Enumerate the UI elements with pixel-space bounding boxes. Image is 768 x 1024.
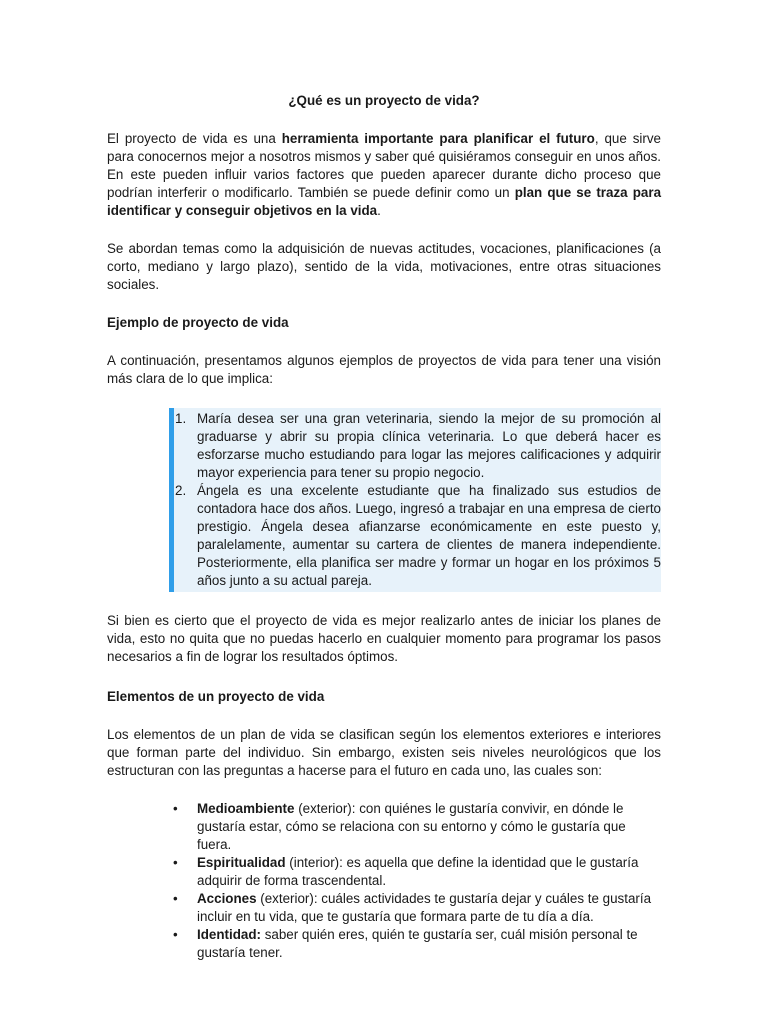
themes-paragraph: Se abordan temas como la adquisición de nuevas actitudes, vocaciones, planificaciones (a corto, mediano y largo plazo), sentido de la vida, motivaciones, entre otras situaciones sociales. — [107, 241, 661, 292]
examples-highlight-block — [169, 408, 661, 592]
bullet-dot: • — [173, 801, 178, 816]
element-item-acciones — [107, 890, 661, 926]
examples-list — [169, 410, 661, 590]
element-term: Identidad: — [197, 927, 261, 942]
example-intro-paragraph: A continuación, presentamos algunos ejemplos de proyectos de vida para tener una visión más clara de lo que implica: — [107, 353, 661, 386]
list-number: 2. — [175, 483, 187, 498]
element-item-medioambiente — [107, 800, 661, 854]
example-item-2 — [169, 482, 661, 590]
example-text: Ángela es una excelente estudiante que ha finalizado sus estudios de contadora hace dos años. Luego, ingresó a trabajar en una empresa de cierto prestigio. Ángela desea afianzarse económicamente en este puesto y, paralelamente, aumentar su cartera de clientes de manera independiente. Posteriormente, ella planifica ser madre y formar un hogar en los próximos 5 años junto a su actual pareja. — [197, 483, 661, 588]
example-heading: Ejemplo de proyecto de vida — [107, 315, 289, 330]
bullet-dot: • — [173, 855, 178, 870]
intro-paragraph — [107, 130, 661, 220]
intro-text-3: . — [377, 203, 381, 218]
element-item-espiritualidad — [107, 854, 661, 890]
element-text: (exterior): cuáles actividades te gustaría dejar y cuáles te gustaría incluir en tu vida, que te gustaría que formara parte de tu día a día. — [197, 891, 652, 924]
page-title: ¿Qué es un proyecto de vida? — [288, 93, 480, 108]
element-text: (exterior): con quiénes le gustaría convivir, en dónde le gustaría estar, cómo se relaciona con su entorno y cómo le gustaría que fuera. — [197, 801, 626, 852]
bullet-dot: • — [173, 927, 178, 942]
intro-bold-2: plan que se traza para identificar y conseguir objetivos en la vida — [107, 185, 662, 218]
element-text: (interior): es aquella que define la identidad que le gustaría adquirir de forma trascendental. — [197, 855, 639, 888]
example-item-1 — [169, 410, 661, 482]
closing-paragraph: Si bien es cierto que el proyecto de vida es mejor realizarlo antes de iniciar los planes de vida, esto no quita que no puedas hacerlo en cualquier momento para programar los pasos necesarios a fin de lograr los resultados óptimos. — [107, 613, 661, 664]
bullet-dot: • — [173, 891, 178, 906]
intro-bold-1: herramienta importante para planificar el futuro — [281, 131, 595, 146]
element-item-identidad — [107, 926, 661, 962]
document-page — [107, 92, 661, 962]
elements-list — [107, 800, 661, 962]
intro-text-2: , que sirve para conocernos mejor a nosotros mismos y saber qué quisiéramos conseguir en unos años. En este pueden influir varios factores que pueden aparecer durante dicho proceso que podrían interferir o modificarlo. También se puede definir como un — [107, 131, 661, 200]
element-term: Espiritualidad — [197, 855, 286, 870]
element-term: Acciones — [197, 891, 257, 906]
list-number: 1. — [175, 411, 187, 426]
elements-heading: Elementos de un proyecto de vida — [107, 689, 325, 704]
element-term: Medioambiente — [197, 801, 295, 816]
element-text: saber quién eres, quién te gustaría ser, cuál misión personal te gustaría tener. — [197, 927, 638, 960]
intro-text-1: El proyecto de vida es una — [107, 131, 282, 146]
elements-intro-paragraph: Los elementos de un plan de vida se clasifican según los elementos exteriores e interiores que forman parte del individuo. Sin embargo, existen seis niveles neurológicos que los estructuran con las preguntas a hacerse para el futuro en cada uno, las cuales son: — [107, 727, 661, 778]
example-text: María desea ser una gran veterinaria, siendo la mejor de su promoción al graduarse y abrir su propia clínica veterinaria. Lo que deberá hacer es esforzarse mucho estudiando para logar las mejores calificaciones y adquirir mayor experiencia para tener su propio negocio. — [197, 411, 661, 480]
